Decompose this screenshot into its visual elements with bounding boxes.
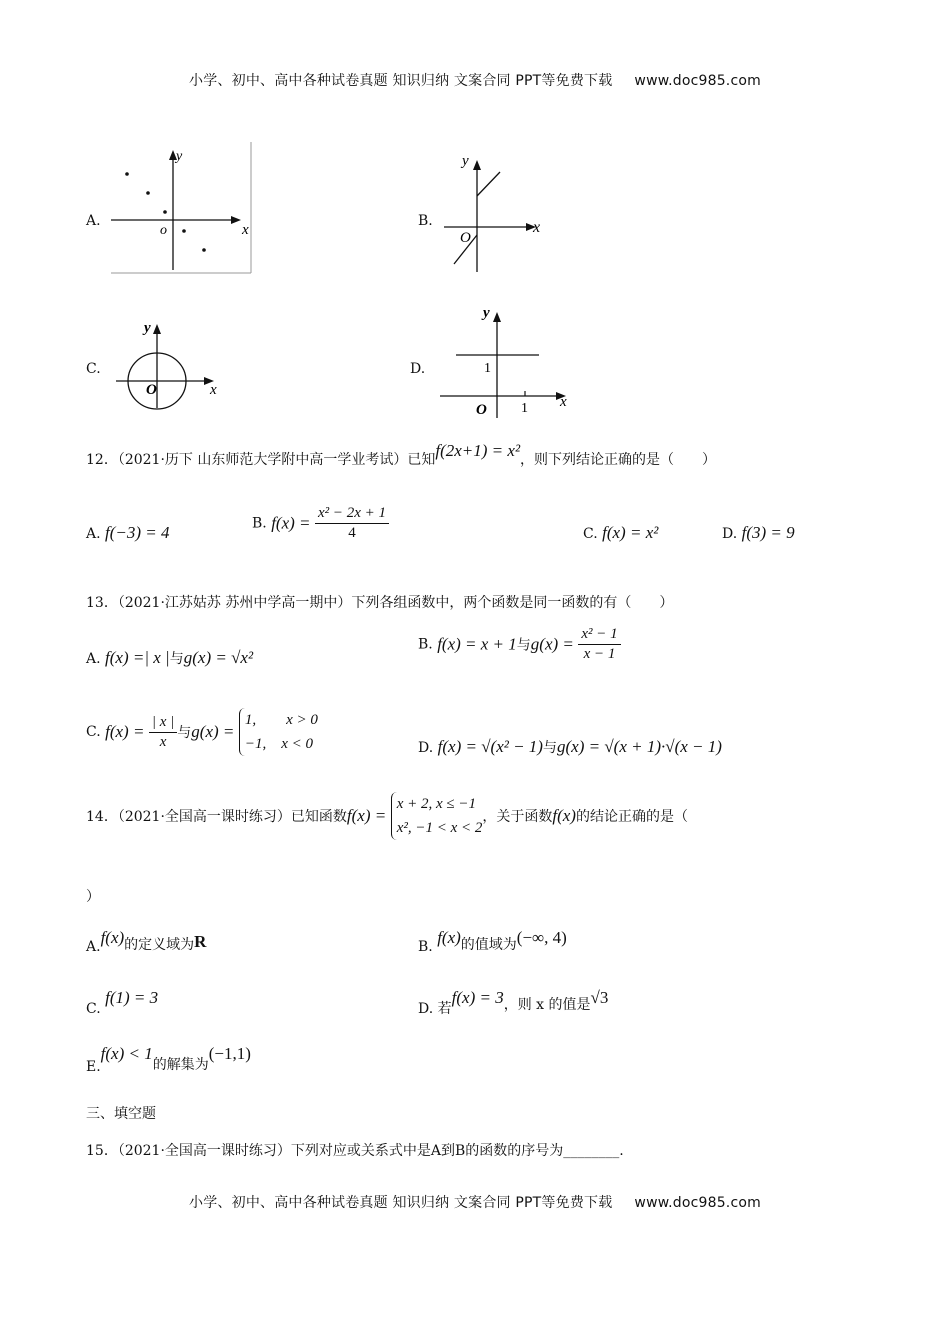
y-label: y — [462, 153, 469, 169]
q13-a-g: g(x) = √x² — [183, 648, 254, 667]
x-label: x — [242, 222, 249, 238]
option-math2: (−∞, 4) — [516, 928, 567, 947]
scatter-point — [182, 229, 186, 233]
q11-graph-d — [436, 302, 576, 422]
y-label: y — [144, 320, 151, 336]
option-label: A. — [86, 651, 101, 667]
option-label: D. — [418, 1001, 434, 1017]
q13-d-f: f(x) = √(x² − 1) — [437, 737, 543, 756]
q12-source: （2021·历下 山东师范大学附中高一学业考试）已知 — [117, 452, 436, 468]
option-label: E. — [86, 1059, 101, 1075]
q13-a-f: f(x) =| x | — [105, 648, 170, 667]
q11-option-c-label[interactable]: C. — [86, 361, 101, 377]
option-math2: (−1,1) — [208, 1044, 251, 1063]
q13-stem — [86, 592, 673, 612]
q12-condition: f(2x+1) = x² — [435, 441, 521, 460]
option-text: 的值域为 — [460, 937, 517, 953]
option-math: f(x) = 3 — [451, 988, 504, 1007]
q12-option-b[interactable] — [252, 505, 389, 542]
q14-option-d[interactable] — [418, 988, 609, 1017]
y-label: y — [176, 149, 183, 164]
option-label: B. — [252, 515, 267, 532]
q14-close-paren: ） — [86, 889, 100, 905]
denominator: x − 1 — [583, 646, 616, 662]
q12-option-c[interactable] — [583, 523, 658, 543]
y-arrow — [493, 312, 501, 322]
q14-fx: f(x) — [552, 806, 576, 825]
q15-number: 15． — [86, 1143, 118, 1159]
q13-option-c[interactable] — [86, 708, 318, 756]
q12-option-a-expr: f(−3) = 4 — [105, 523, 170, 542]
q11-graph-b — [440, 148, 550, 274]
x-label: x — [533, 219, 541, 236]
origin-label: O — [146, 382, 157, 398]
q15-stem — [86, 1140, 624, 1160]
q13-d-g: g(x) = √(x + 1)·√(x − 1) — [556, 737, 722, 756]
q13-c-g-lhs: g(x) = — [191, 722, 235, 741]
and-word: 与 — [542, 740, 557, 756]
q13-c-cases — [239, 708, 318, 756]
option-label: A. — [86, 526, 101, 542]
q12-stem — [86, 441, 717, 469]
section-3-title: 三、填空题 — [86, 1106, 156, 1122]
q11-option-a-label[interactable]: A. — [86, 213, 101, 229]
q13-b-f: f(x) = x + 1 — [437, 634, 517, 654]
denominator: x — [159, 733, 167, 750]
q14-f-lhs: f(x) = — [346, 806, 387, 825]
q11-option-d-label[interactable]: D. — [410, 361, 426, 377]
x-label: x — [210, 382, 217, 398]
x-one-label: 1 — [521, 401, 528, 416]
q12-option-c-expr: f(x) = x² — [602, 523, 659, 542]
option-math: f(x) < 1 — [100, 1044, 153, 1063]
denominator: 4 — [348, 525, 356, 541]
q13-option-a[interactable] — [86, 648, 253, 668]
option-label: B. — [418, 939, 433, 955]
scatter-point — [202, 248, 206, 252]
q13-text: （2021·江苏姑苏 苏州中学高一期中）下列各组函数中，两个函数是同一函数的有（ ） — [117, 595, 674, 611]
y-label: y — [483, 305, 490, 321]
option-label: C. — [583, 526, 598, 542]
origin-label: O — [460, 230, 471, 246]
q14-option-e[interactable] — [86, 1044, 251, 1075]
q13-c-f-lhs: f(x) = — [105, 722, 145, 741]
numerator: x² − 1 — [578, 626, 620, 645]
q14-option-c[interactable] — [86, 988, 159, 1017]
numerator: x² − 2x + 1 — [315, 505, 389, 524]
and-word: 与 — [516, 637, 531, 654]
y-one-label: 1 — [484, 361, 491, 376]
page-header — [0, 70, 950, 90]
q13-c-fraction — [149, 714, 177, 751]
scatter-point — [146, 191, 150, 195]
q14-cases — [391, 792, 483, 840]
footer-text: 小学、初中、高中各种试卷真题 知识归纳 文案合同 PPT等免费下载 — [189, 1195, 613, 1211]
x-arrow — [231, 216, 241, 224]
y-arrow — [473, 160, 481, 170]
q14-option-b[interactable] — [418, 928, 567, 955]
and-word: 与 — [169, 651, 184, 667]
q13-b-fraction — [578, 626, 620, 663]
x-label: x — [560, 394, 567, 410]
q14-option-a[interactable] — [86, 928, 207, 955]
q12-option-d-expr: f(3) = 9 — [741, 523, 795, 542]
q12-option-d[interactable] — [722, 523, 795, 543]
option-label: B. — [418, 636, 433, 653]
option-text: 的解集为 — [152, 1057, 209, 1073]
q12-option-b-lhs: f(x) = — [271, 513, 311, 533]
option-math: f(1) = 3 — [105, 988, 159, 1007]
q14-tail2: 的结论正确的是（ — [575, 809, 688, 825]
origin-label: O — [476, 402, 487, 418]
numerator: | x | — [149, 714, 177, 733]
case-1: x + 2, x ≤ −1 — [396, 796, 476, 812]
y-arrow — [153, 324, 161, 334]
case-2: −1, x < 0 — [244, 736, 313, 752]
q14-tail1: ，关于函数 — [482, 809, 553, 825]
option-text: ，则 x 的值是 — [503, 997, 591, 1013]
q12-option-b-fraction — [315, 505, 389, 542]
line-upper — [477, 172, 500, 196]
q11-option-b-label[interactable]: B. — [418, 213, 433, 229]
scatter-point — [163, 210, 167, 214]
option-text: 的定义域为 — [124, 937, 195, 953]
q12-number: 12． — [86, 452, 118, 468]
q12-tail: ，则下列结论正确的是（ ） — [520, 452, 717, 468]
q14-number: 14． — [86, 809, 118, 825]
option-label: C. — [86, 724, 101, 740]
q11-graph-a — [106, 140, 256, 276]
q13-number: 13． — [86, 595, 118, 611]
option-math: f(x) — [100, 928, 125, 947]
case-2: x², −1 < x < 2 — [396, 820, 483, 836]
option-math2: R — [194, 932, 207, 951]
scatter-point — [125, 172, 129, 176]
page-footer — [0, 1192, 950, 1212]
q13-option-b[interactable] — [418, 626, 621, 663]
origin-label: o — [160, 223, 167, 238]
q12-option-a[interactable] — [86, 523, 170, 543]
option-label: A. — [86, 939, 101, 955]
q15-text: （2021·全国高一课时练习）下列对应或关系式中是A到B的函数的序号为________. — [117, 1143, 624, 1159]
option-math2: √3 — [590, 988, 609, 1007]
option-label: D. — [722, 526, 738, 542]
and-word: 与 — [177, 725, 192, 741]
header-url[interactable]: www.doc985.com — [634, 73, 761, 89]
option-pre: 若 — [437, 1001, 452, 1017]
footer-url[interactable]: www.doc985.com — [634, 1195, 761, 1211]
option-label: D. — [418, 740, 434, 756]
option-math: f(x) — [437, 928, 461, 947]
header-text: 小学、初中、高中各种试卷真题 知识归纳 文案合同 PPT等免费下载 — [189, 73, 613, 89]
q13-option-d[interactable] — [418, 737, 722, 757]
option-label: C. — [86, 1001, 101, 1017]
q14-stem — [86, 792, 688, 840]
q14-text: （2021·全国高一课时练习）已知函数 — [117, 809, 347, 825]
case-1: 1, x > 0 — [244, 712, 318, 728]
q11-graph-c — [114, 316, 226, 410]
q13-b-g-lhs: g(x) = — [530, 634, 574, 654]
